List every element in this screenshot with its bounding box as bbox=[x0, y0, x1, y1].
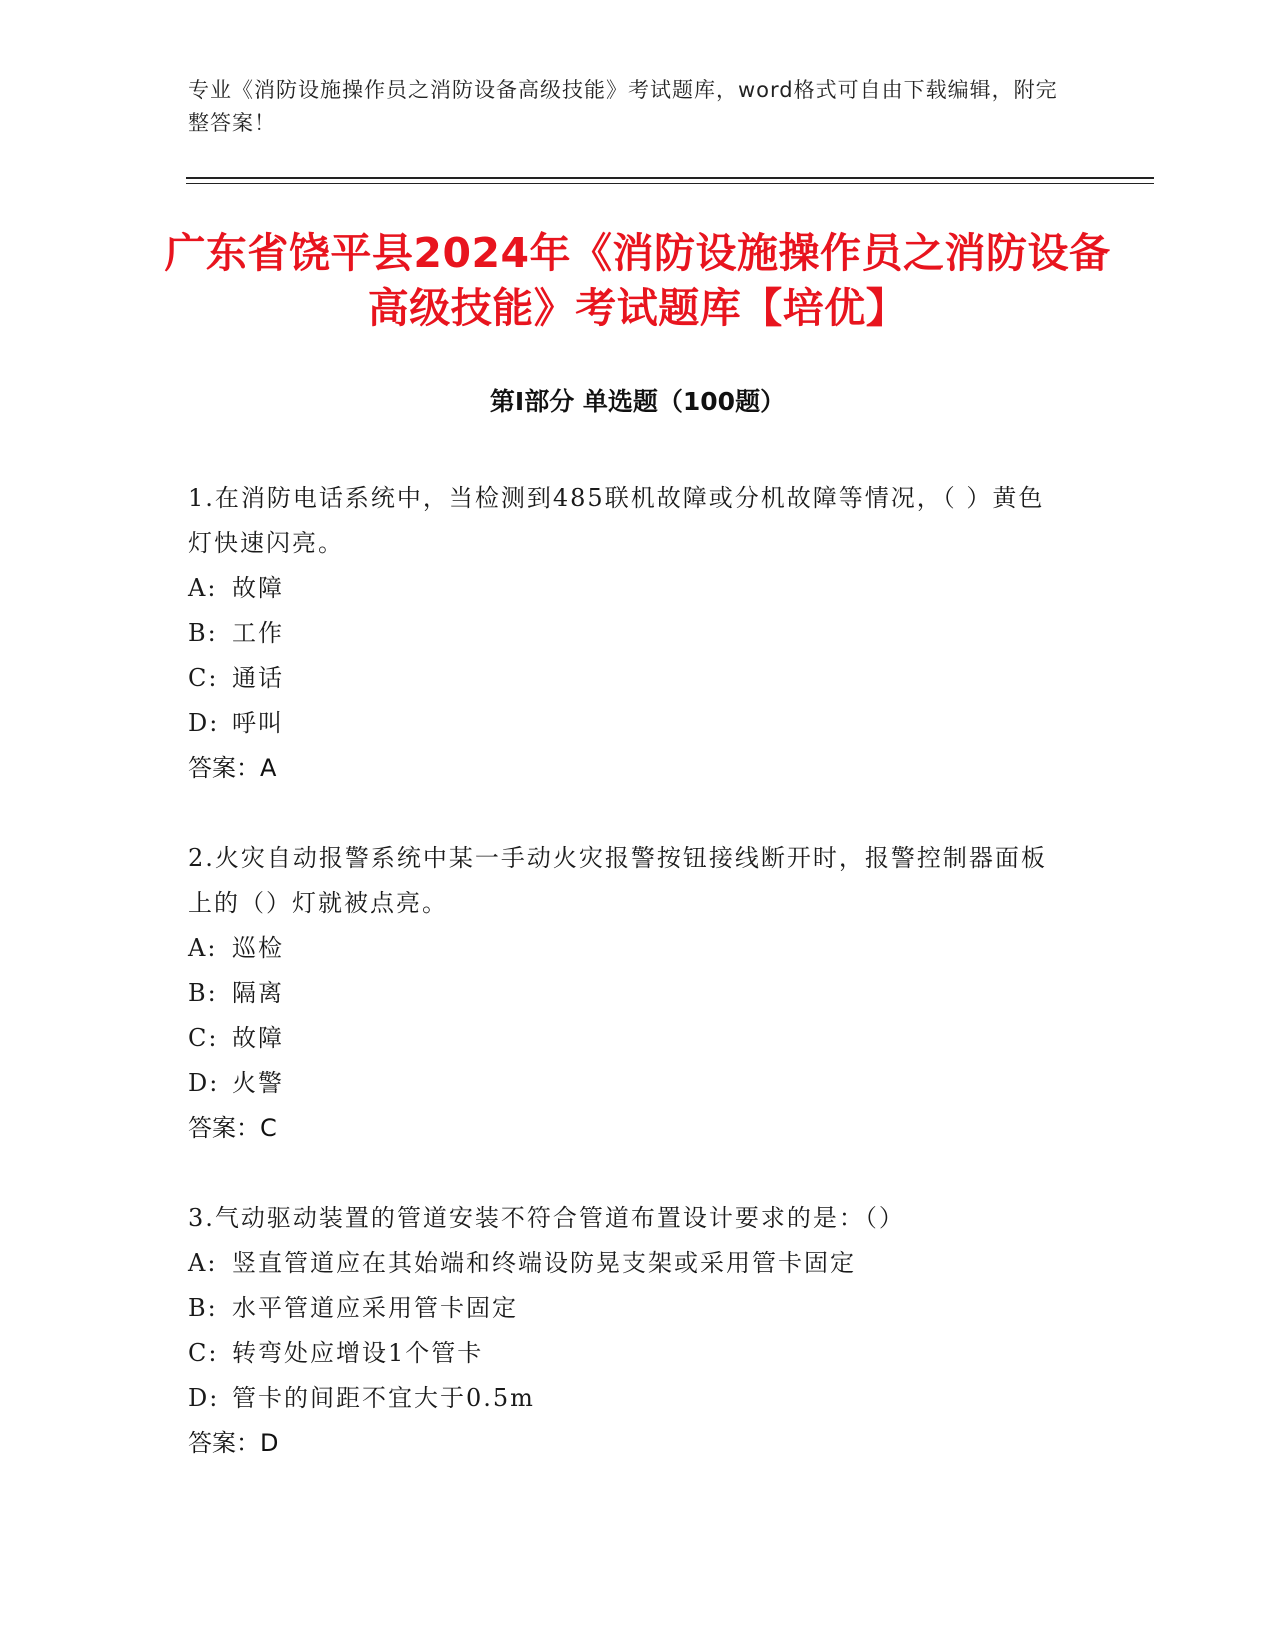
document-title: 广东省饶平县2024年《消防设施操作员之消防设备高级技能》考试题库【培优】 bbox=[164, 229, 1111, 332]
option-key: A: bbox=[188, 574, 218, 602]
option-text: 隔离 bbox=[232, 979, 284, 1007]
option-text: 转弯处应增设1个管卡 bbox=[232, 1339, 484, 1367]
option-a bbox=[188, 566, 1068, 611]
question-list bbox=[188, 476, 1068, 1466]
option-text: 巡检 bbox=[232, 934, 284, 962]
option-text: 故障 bbox=[232, 574, 284, 602]
option-text: 通话 bbox=[232, 664, 284, 692]
answer-line: 答案：D bbox=[188, 1429, 279, 1457]
option-text: 水平管道应采用管卡固定 bbox=[232, 1294, 518, 1322]
question-3 bbox=[188, 1196, 1068, 1466]
option-d bbox=[188, 701, 1068, 746]
header-note: 专业《消防设施操作员之消防设备高级技能》考试题库，word格式可自由下载编辑，附完整答案！ bbox=[188, 78, 1058, 135]
answer-line: 答案：C bbox=[188, 1114, 277, 1142]
option-key: D: bbox=[188, 1069, 220, 1097]
answer-line: 答案：A bbox=[188, 754, 277, 782]
option-b bbox=[188, 971, 1068, 1016]
option-key: A: bbox=[188, 934, 218, 962]
question-1 bbox=[188, 476, 1068, 791]
header-rule-thin bbox=[186, 183, 1154, 184]
option-key: C: bbox=[188, 664, 219, 692]
option-c bbox=[188, 1016, 1068, 1061]
option-text: 管卡的间距不宜大于0.5m bbox=[232, 1384, 535, 1412]
option-c bbox=[188, 656, 1068, 701]
option-key: B: bbox=[188, 1294, 218, 1322]
section-heading: 第I部分 单选题（100题） bbox=[489, 387, 786, 416]
question-stem: 3.气动驱动装置的管道安装不符合管道布置设计要求的是：（） bbox=[188, 1204, 905, 1232]
option-key: C: bbox=[188, 1024, 219, 1052]
option-a bbox=[188, 926, 1068, 971]
option-key: D: bbox=[188, 1384, 220, 1412]
option-text: 火警 bbox=[232, 1069, 284, 1097]
option-d bbox=[188, 1376, 1068, 1421]
option-text: 故障 bbox=[232, 1024, 284, 1052]
option-text: 工作 bbox=[232, 619, 284, 647]
option-key: B: bbox=[188, 979, 218, 1007]
option-b bbox=[188, 1286, 1068, 1331]
question-stem: 1.在消防电话系统中，当检测到485联机故障或分机故障等情况，（ ）黄色灯快速闪亮。 bbox=[188, 484, 1045, 557]
option-b bbox=[188, 611, 1068, 656]
option-text: 竖直管道应在其始端和终端设防晃支架或采用管卡固定 bbox=[232, 1249, 856, 1277]
option-a bbox=[188, 1241, 1068, 1286]
option-text: 呼叫 bbox=[232, 709, 284, 737]
header-rule-thick bbox=[186, 177, 1154, 179]
option-key: D: bbox=[188, 709, 220, 737]
option-d bbox=[188, 1061, 1068, 1106]
option-key: C: bbox=[188, 1339, 219, 1367]
option-c bbox=[188, 1331, 1068, 1376]
option-key: B: bbox=[188, 619, 218, 647]
question-stem: 2.火灾自动报警系统中某一手动火灾报警按钮接线断开时，报警控制器面板上的（）灯就被点亮。 bbox=[188, 844, 1047, 917]
option-key: A: bbox=[188, 1249, 218, 1277]
question-2 bbox=[188, 836, 1068, 1151]
